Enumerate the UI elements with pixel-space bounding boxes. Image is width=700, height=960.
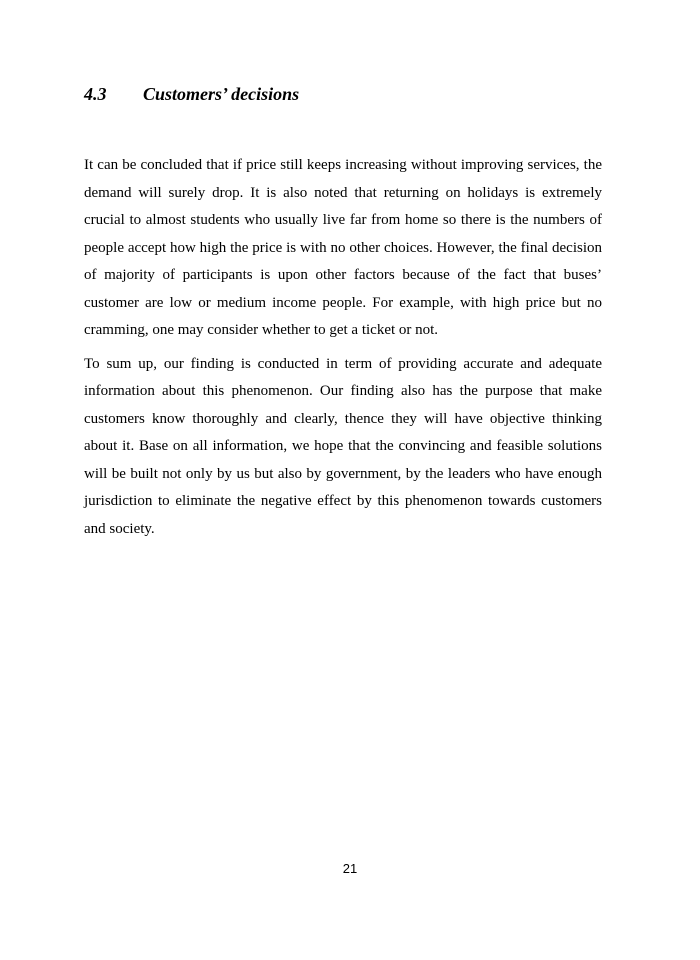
page-number: 21 [342,861,358,876]
section-number: 4.3 [84,84,107,104]
section-heading [84,82,624,106]
paragraph-summary: To sum up, our finding is conducted in term of providing accurate and adequate information about this phenomenon. Our finding also has the purpose that make customers know thoroughly and clearly, thence they will have objective thinking about it. Base on all information, we hope that the convincing and feasible solutions will be built not only by us but also by government, by the leaders who have enough jurisdiction to eliminate the negative effect by this phenomenon towards customers and society. [84,355,602,537]
paragraph-conclusion: It can be concluded that if price still keeps increasing without improving services, the demand will surely drop. It is also noted that returning on holidays is extremely crucial to almost students who usually live far from home so there is the numbers of people accept how high the price is with no other choices. However, the final decision of majority of participants is upon other factors because of the fact that buses’ customer are low or medium income people. For example, with high price but no cramming, one may consider whether to get a ticket or not. [84,157,602,338]
section-title: Customers’ decisions [143,84,300,104]
body-text [84,152,602,549]
